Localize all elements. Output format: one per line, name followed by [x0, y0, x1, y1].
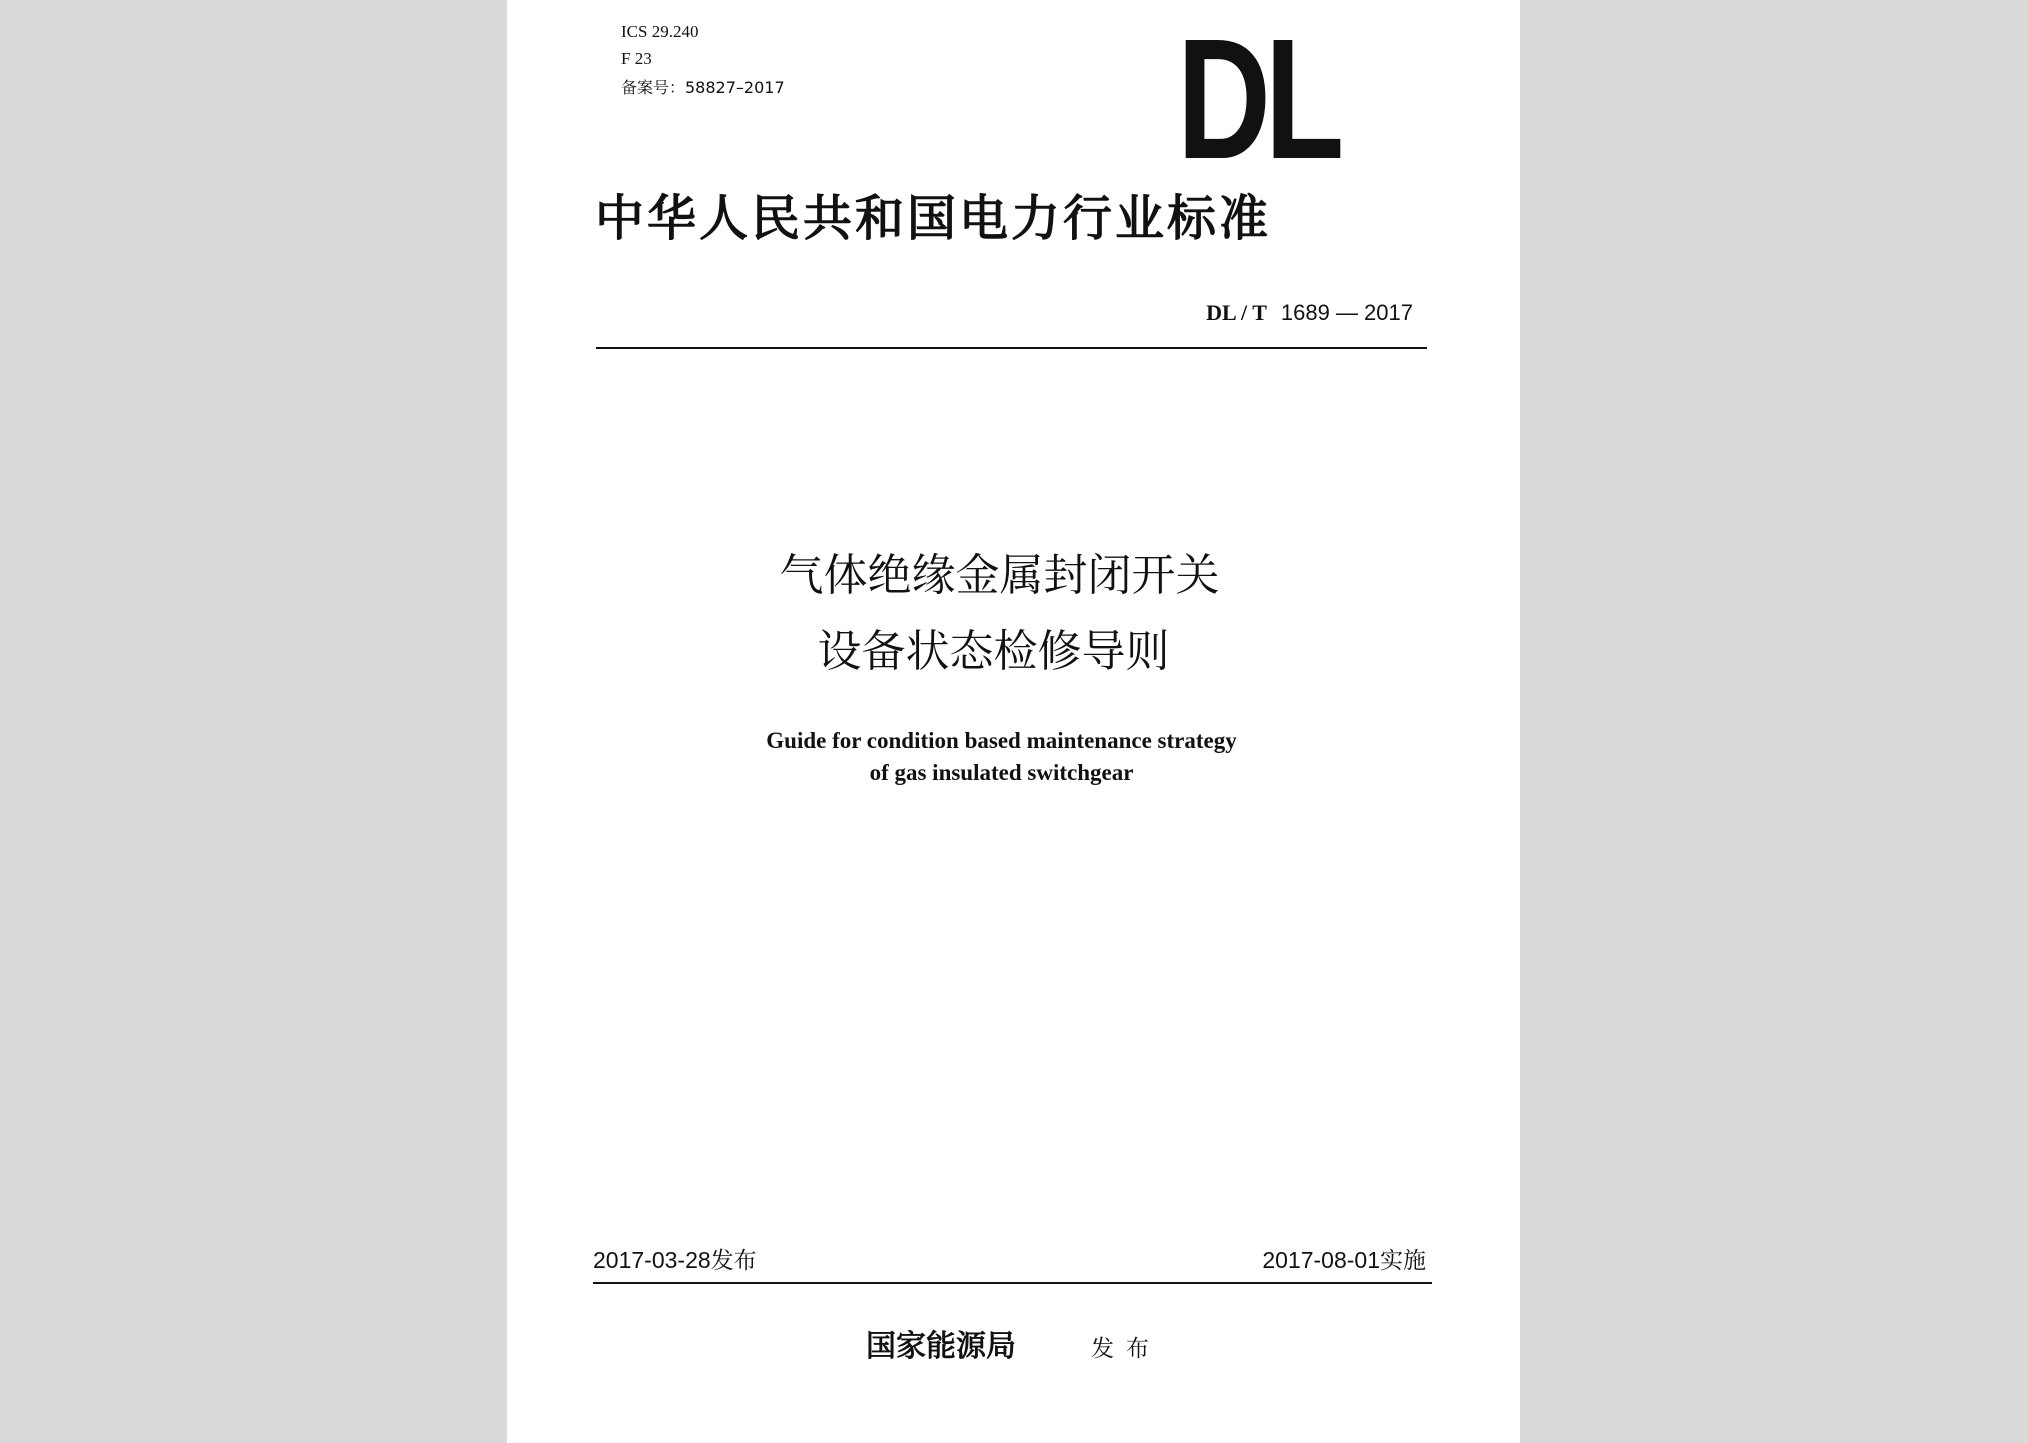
dl-logo-text: DL — [1177, 2, 1339, 195]
chinese-title-line-2: 设备状态检修导则 — [817, 626, 1170, 677]
english-title-line-2: of gas insulated switchgear — [869, 760, 1134, 785]
issue-date: 2017-03-28发布 — [593, 1247, 757, 1273]
publish-label: 发布 — [1091, 1336, 1161, 1362]
standard-number-value: 1689 — 2017 — [1280, 300, 1413, 325]
ics-code: ICS 29.240 — [621, 22, 699, 41]
implementation-date: 2017-08-01实施 — [1262, 1247, 1426, 1273]
standard-number — [1206, 299, 1413, 328]
top-divider — [596, 347, 1427, 349]
document-page — [507, 0, 1520, 1443]
english-title-line-1: Guide for condition based maintenance strategy — [766, 728, 1237, 753]
bottom-divider — [593, 1282, 1432, 1284]
dl-logo — [1177, 2, 1437, 195]
standard-number-prefix: DL / T — [1206, 300, 1267, 325]
classification-code: F 23 — [621, 49, 652, 68]
industry-standard-title: 中华人民共和国电力行业标准 — [595, 189, 1272, 247]
chinese-title-line-1: 气体绝缘金属封闭开关 — [779, 550, 1220, 601]
publisher-name: 国家能源局 — [866, 1329, 1016, 1364]
record-number: 备案号：58827–2017 — [621, 78, 785, 97]
